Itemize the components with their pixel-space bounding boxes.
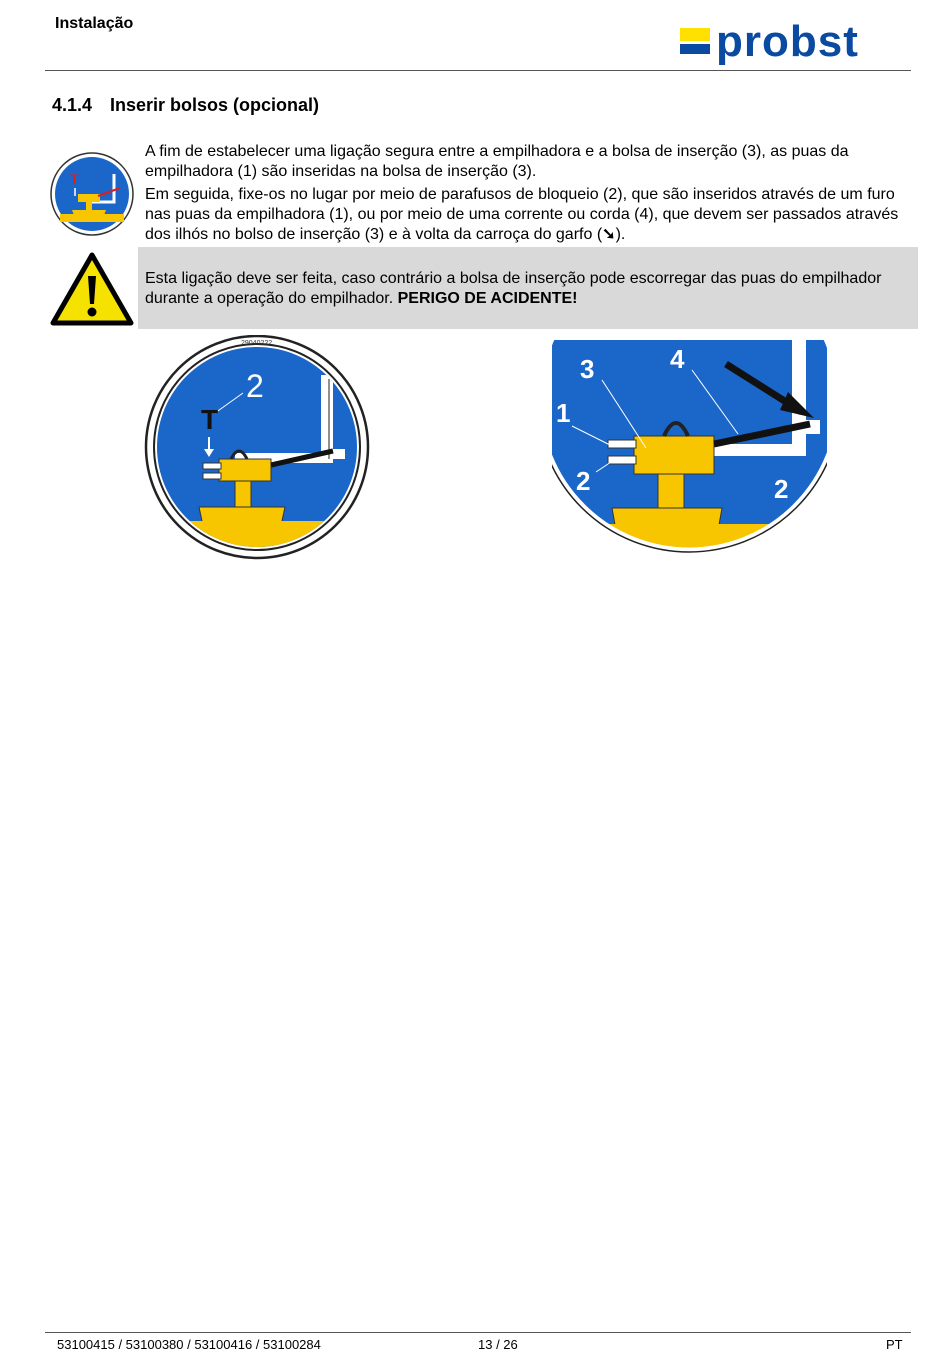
footer-language: PT xyxy=(886,1337,903,1352)
label-1: 1 xyxy=(556,398,571,428)
chain-fixing-figure xyxy=(552,340,827,553)
label-2: 2 xyxy=(246,368,264,404)
probst-logo xyxy=(680,22,905,68)
label-T: T xyxy=(201,404,219,435)
figure-code: 29040222 xyxy=(241,340,273,347)
label-4: 4 xyxy=(670,344,685,374)
label-2-right: 2 xyxy=(774,474,789,504)
paragraph-1: A fim de estabelecer uma ligação segura entre a empilhadora e a bolsa de inserção (3), as puas da empilhadora (1) são inseridas na bolsa de inserção (3). xyxy=(145,143,849,180)
instruction-pictogram-icon xyxy=(50,152,134,236)
warning-text xyxy=(145,269,915,309)
locking-bolt-figure xyxy=(143,335,370,560)
paragraph-2-text: Em seguida, fixe-os no lugar por meio de parafusos de bloqueio (2), que são inseridos através de um furo nas puas da empilhadora (1), ou por meio de uma corrente ou corda (4), que devem ser passados através dos ilhós no bolso de inserção (3) e à volta da carroça do garfo ( xyxy=(145,186,899,243)
paragraph-2 xyxy=(145,185,915,245)
footer-document-numbers: 53100415 / 53100380 / 53100416 / 53100284 xyxy=(57,1337,321,1352)
logo-text: probst xyxy=(716,22,859,66)
label-2-left: 2 xyxy=(576,466,591,496)
warning-emphasis: PERIGO DE ACIDENTE! xyxy=(397,290,578,307)
section-number: 4.1.4 xyxy=(52,95,93,115)
header-divider xyxy=(45,70,911,71)
section-title: Inserir bolsos (opcional) xyxy=(110,95,320,115)
header-title: Instalação xyxy=(55,15,134,32)
svg-text:T: T xyxy=(70,171,79,187)
warning-message: Esta ligação deve ser feita, caso contrário a bolsa de inserção pode escorregar das puas do empilhador durante a operação do empilhador. xyxy=(145,270,882,307)
footer-page-number: 13 / 26 xyxy=(478,1337,518,1352)
label-3: 3 xyxy=(580,354,595,384)
paragraph-2-end: ). xyxy=(615,226,626,243)
cross-reference-arrow-icon: ➘ xyxy=(602,226,616,243)
section-heading xyxy=(52,95,319,116)
warning-triangle-icon xyxy=(50,252,134,326)
footer-divider xyxy=(45,1332,911,1333)
